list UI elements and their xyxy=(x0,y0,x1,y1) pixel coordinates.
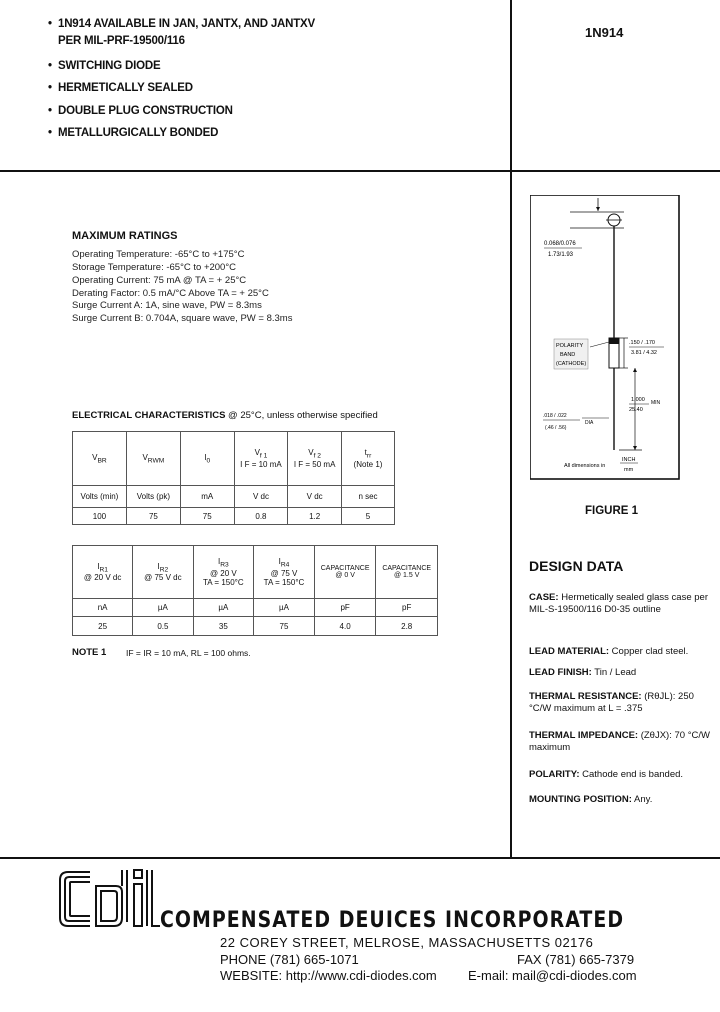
feature-line: • 1N914 AVAILABLE IN JAN, JANTX, AND JANTXV xyxy=(48,18,315,30)
unit-cell: pF xyxy=(314,599,376,617)
unit-cell: nA xyxy=(73,599,133,617)
header-vrwm: $V_{RWM}$ xyxy=(126,432,180,486)
body-len-mm-label: 3.81 / 4.32 xyxy=(631,350,657,356)
header-capacitance-1v5: CAPACITANCE @ 1.5 V xyxy=(376,546,438,599)
figure-border xyxy=(530,195,679,479)
lead-dia-label: 0.068/0.076 xyxy=(544,241,576,247)
dims-note: All dimensions in xyxy=(564,463,606,469)
unit-cell: V dc xyxy=(288,486,342,508)
header-ir4: $I_{R4}$ @ 75 V TA = 150°C xyxy=(254,546,315,599)
wire-dia-label: .018 / .022 xyxy=(543,413,567,419)
unit-cell: µA xyxy=(254,599,315,617)
electrical-title: ELECTRICAL CHARACTERISTICS @ 25°C, unless otherwise specified xyxy=(72,410,378,421)
feature-line: PER MIL-PRF-19500/116 xyxy=(58,35,185,47)
design-data-item: MOUNTING POSITION: Any. xyxy=(529,794,653,805)
unit-cell: µA xyxy=(193,599,254,617)
value-cell: 0.5 xyxy=(133,617,193,636)
wire-dia-unit: DIA xyxy=(585,420,594,426)
value-cell: 75 xyxy=(254,617,315,636)
website: WEBSITE: http://www.cdi-diodes.com xyxy=(220,968,437,983)
value-cell: 5 xyxy=(342,508,395,525)
header-vf1: $V_{f 1}$ I F = 10 mA xyxy=(234,432,288,486)
body-len-label: .150 / .170 xyxy=(629,340,655,346)
header-ir2: $I_{R2}$ @ 75 V dc xyxy=(133,546,193,599)
unit-cell: µA xyxy=(133,599,193,617)
address: 22 COREY STREET, MELROSE, MASSACHUSETTS 02176 xyxy=(220,935,594,950)
value-cell: 75 xyxy=(180,508,234,525)
header-vbr: $V_{BR}$ xyxy=(73,432,127,486)
unit-cell: n sec xyxy=(342,486,395,508)
unit-cell: pF xyxy=(376,599,438,617)
rating-line: Derating Factor: 0.5 mA/°C Above TA = + 25°C xyxy=(72,288,269,299)
feature-line: • SWITCHING DIODE xyxy=(48,60,161,72)
header-ir3: $I_{R3}$ @ 20 V TA = 150°C xyxy=(193,546,254,599)
note-label: NOTE 1 xyxy=(72,647,107,658)
value-cell: 4.0 xyxy=(314,617,376,636)
design-data-item: LEAD MATERIAL: Copper clad steel. xyxy=(529,646,689,657)
header-trr: $t_{rr}$ (Note 1) xyxy=(342,432,395,486)
electrical-table-2 xyxy=(72,545,438,636)
lead-len-mm-label: 25.40 xyxy=(629,407,643,413)
value-cell: 75 xyxy=(126,508,180,525)
value-cell: 1.2 xyxy=(288,508,342,525)
rating-line: Surge Current A: 1A, sine wave, PW = 8.3ms xyxy=(72,300,262,311)
lead-len-label: 1.000 xyxy=(631,397,645,403)
feature-line: • DOUBLE PLUG CONSTRUCTION xyxy=(48,105,233,117)
email: E-mail: mail@cdi-diodes.com xyxy=(468,968,637,983)
design-data-item: THERMAL RESISTANCE: (RθJL): 250 °C/W maximum at L = .375 xyxy=(529,691,694,714)
unit-cell: Volts (min) xyxy=(73,486,127,508)
part-number: 1N914 xyxy=(585,25,624,40)
note-text: IF = IR = 10 mA, RL = 100 ohms. xyxy=(126,648,251,658)
value-cell: 25 xyxy=(73,617,133,636)
header-divider-vertical xyxy=(510,0,512,172)
unit-cell: Volts (pk) xyxy=(126,486,180,508)
company-name: COMPENSATED DEUICES INCORPORATED xyxy=(160,908,625,933)
header-i0: $I_0$ xyxy=(180,432,234,486)
header-rule xyxy=(0,170,720,172)
diode-outline-figure xyxy=(530,195,680,480)
feature-line: • METALLURGICALLY BONDED xyxy=(48,127,219,139)
electrical-table-1 xyxy=(72,431,395,525)
header-capacitance-0v: CAPACITANCE @ 0 V xyxy=(314,546,376,599)
rating-line: Surge Current B: 0.704A, square wave, PW = 8.3ms xyxy=(72,313,293,324)
rating-line: Storage Temperature: -65°C to +200°C xyxy=(72,262,237,273)
figure-label: FIGURE 1 xyxy=(585,505,639,517)
phone: PHONE (781) 665-1071 xyxy=(220,952,359,967)
design-data-item: POLARITY: Cathode end is banded. xyxy=(529,769,684,780)
column-divider xyxy=(510,170,512,858)
wire-dia-mm-label: (.46 / .56) xyxy=(545,425,567,431)
value-cell: 2.8 xyxy=(376,617,438,636)
rating-line: Operating Temperature: -65°C to +175°C xyxy=(72,249,245,260)
value-cell: 0.8 xyxy=(234,508,288,525)
lead-len-unit: MIN xyxy=(651,400,661,406)
footer-rule xyxy=(0,857,720,859)
header-vf2: $V_{f 2}$ I F = 50 mA xyxy=(288,432,342,486)
unit-inch: INCH xyxy=(622,457,636,463)
design-data-item: CASE: Hermetically sealed glass case per MIL-S-19500/116 D0-35 outline xyxy=(529,592,708,615)
design-data-item: LEAD FINISH: Tin / Lead xyxy=(529,667,637,678)
value-cell: 100 xyxy=(73,508,127,525)
cdi-logo xyxy=(56,866,160,932)
value-cell: 35 xyxy=(193,617,254,636)
design-data-item: THERMAL IMPEDANCE: (ZθJX): 70 °C/W maximum xyxy=(529,730,710,753)
fax: FAX (781) 665-7379 xyxy=(517,952,635,967)
cathode-label: (CATHODE) xyxy=(556,361,587,367)
lead-dia-mm-label: 1.73/1.93 xyxy=(548,252,574,258)
unit-cell: V dc xyxy=(234,486,288,508)
header-ir1: $I_{R1}$ @ 20 V dc xyxy=(73,546,133,599)
unit-cell: mA xyxy=(180,486,234,508)
unit-mm: mm xyxy=(624,467,634,473)
polarity-label: POLARITY xyxy=(556,343,584,349)
feature-line: • HERMETICALLY SEALED xyxy=(48,82,193,94)
design-data-title: DESIGN DATA xyxy=(529,558,624,574)
rating-line: Operating Current: 75 mA @ TA = + 25°C xyxy=(72,275,247,286)
band-label: BAND xyxy=(560,352,576,358)
max-ratings-title: MAXIMUM RATINGS xyxy=(72,230,178,242)
